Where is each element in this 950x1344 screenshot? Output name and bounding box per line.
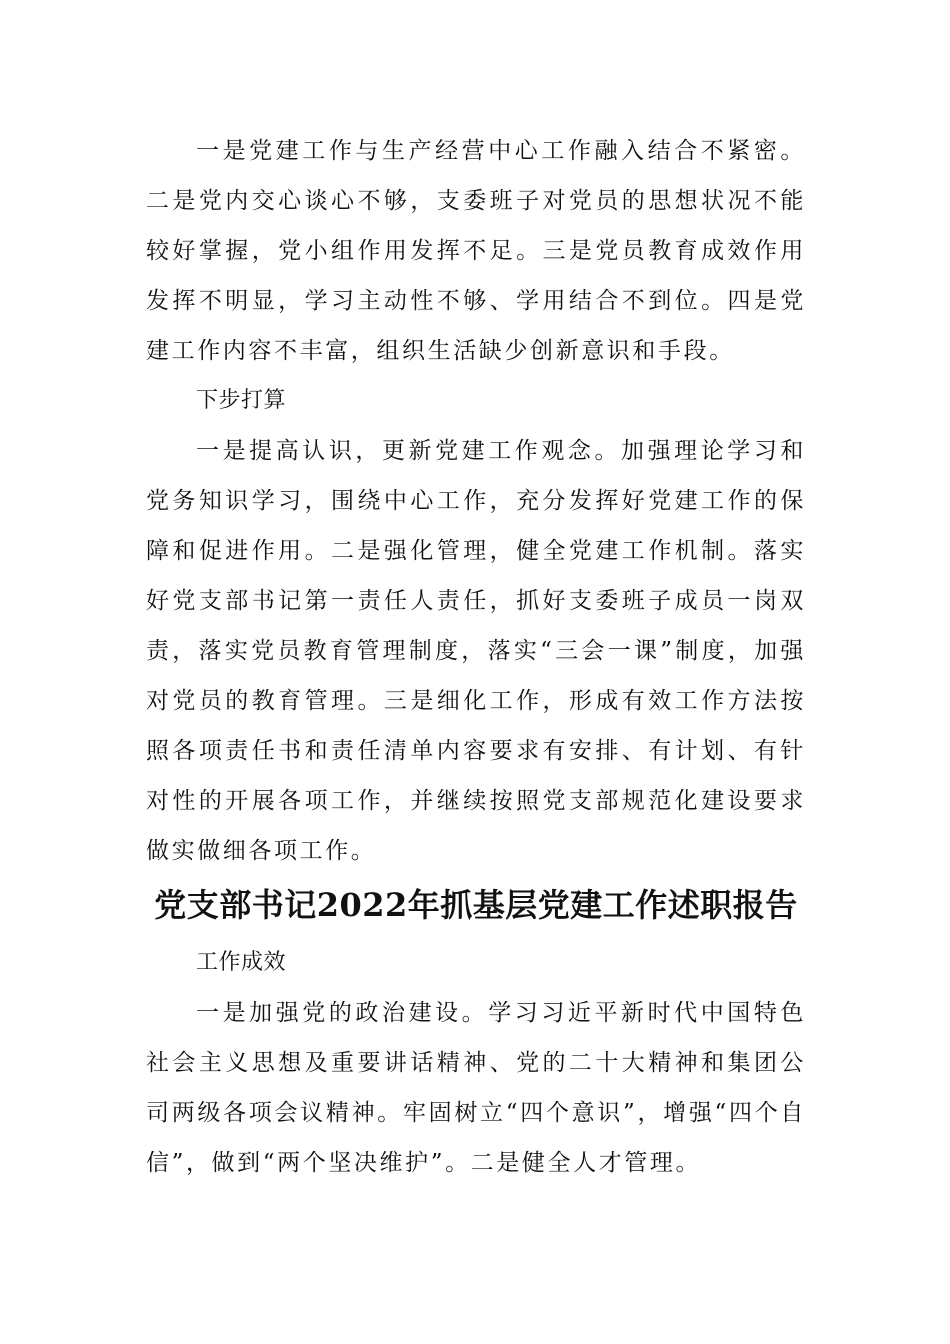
document-title: 党支部书记2022年抓基层党建工作述职报告 [154,886,798,924]
document-body [146,126,806,1188]
heading-work-results: 工作成效 [196,950,287,975]
paragraph-results: 一是加强党的政治建设。学习习近平新时代中国特色社会主义思想及重要讲话精神、党的二十大精神和集团公司两级各项会议精神。牢固树立“四个意识”，增强“四个自信”，做到“两个坚决维护”。二是健全人才管理。 [146,1000,806,1176]
heading-next-steps: 下步打算 [196,388,287,413]
paragraph-plan: 一是提高认识，更新党建工作观念。加强理论学习和党务知识学习，围绕中心工作，充分发挥好党建工作的保障和促进作用。二是强化管理，健全党建工作机制。落实好党支部书记第一责任人责任，抓好支委班子成员一岗双责，落实党员教育管理制度，落实“三会一课”制度，加强对党员的教育管理。三是细化工作，形成有效工作方法按照各项责任书和责任清单内容要求有安排、有计划、有针对性的开展各项工作，并继续按照党支部规范化建设要求做实做细各项工作。 [146,438,806,864]
paragraph-problems: 一是党建工作与生产经营中心工作融入结合不紧密。二是党内交心谈心不够，支委班子对党员的思想状况不能较好掌握，党小组作用发挥不足。三是党员教育成效作用发挥不明显，学习主动性不够、学用结合不到位。四是党建工作内容不丰富，组织生活缺少创新意识和手段。 [146,138,806,364]
